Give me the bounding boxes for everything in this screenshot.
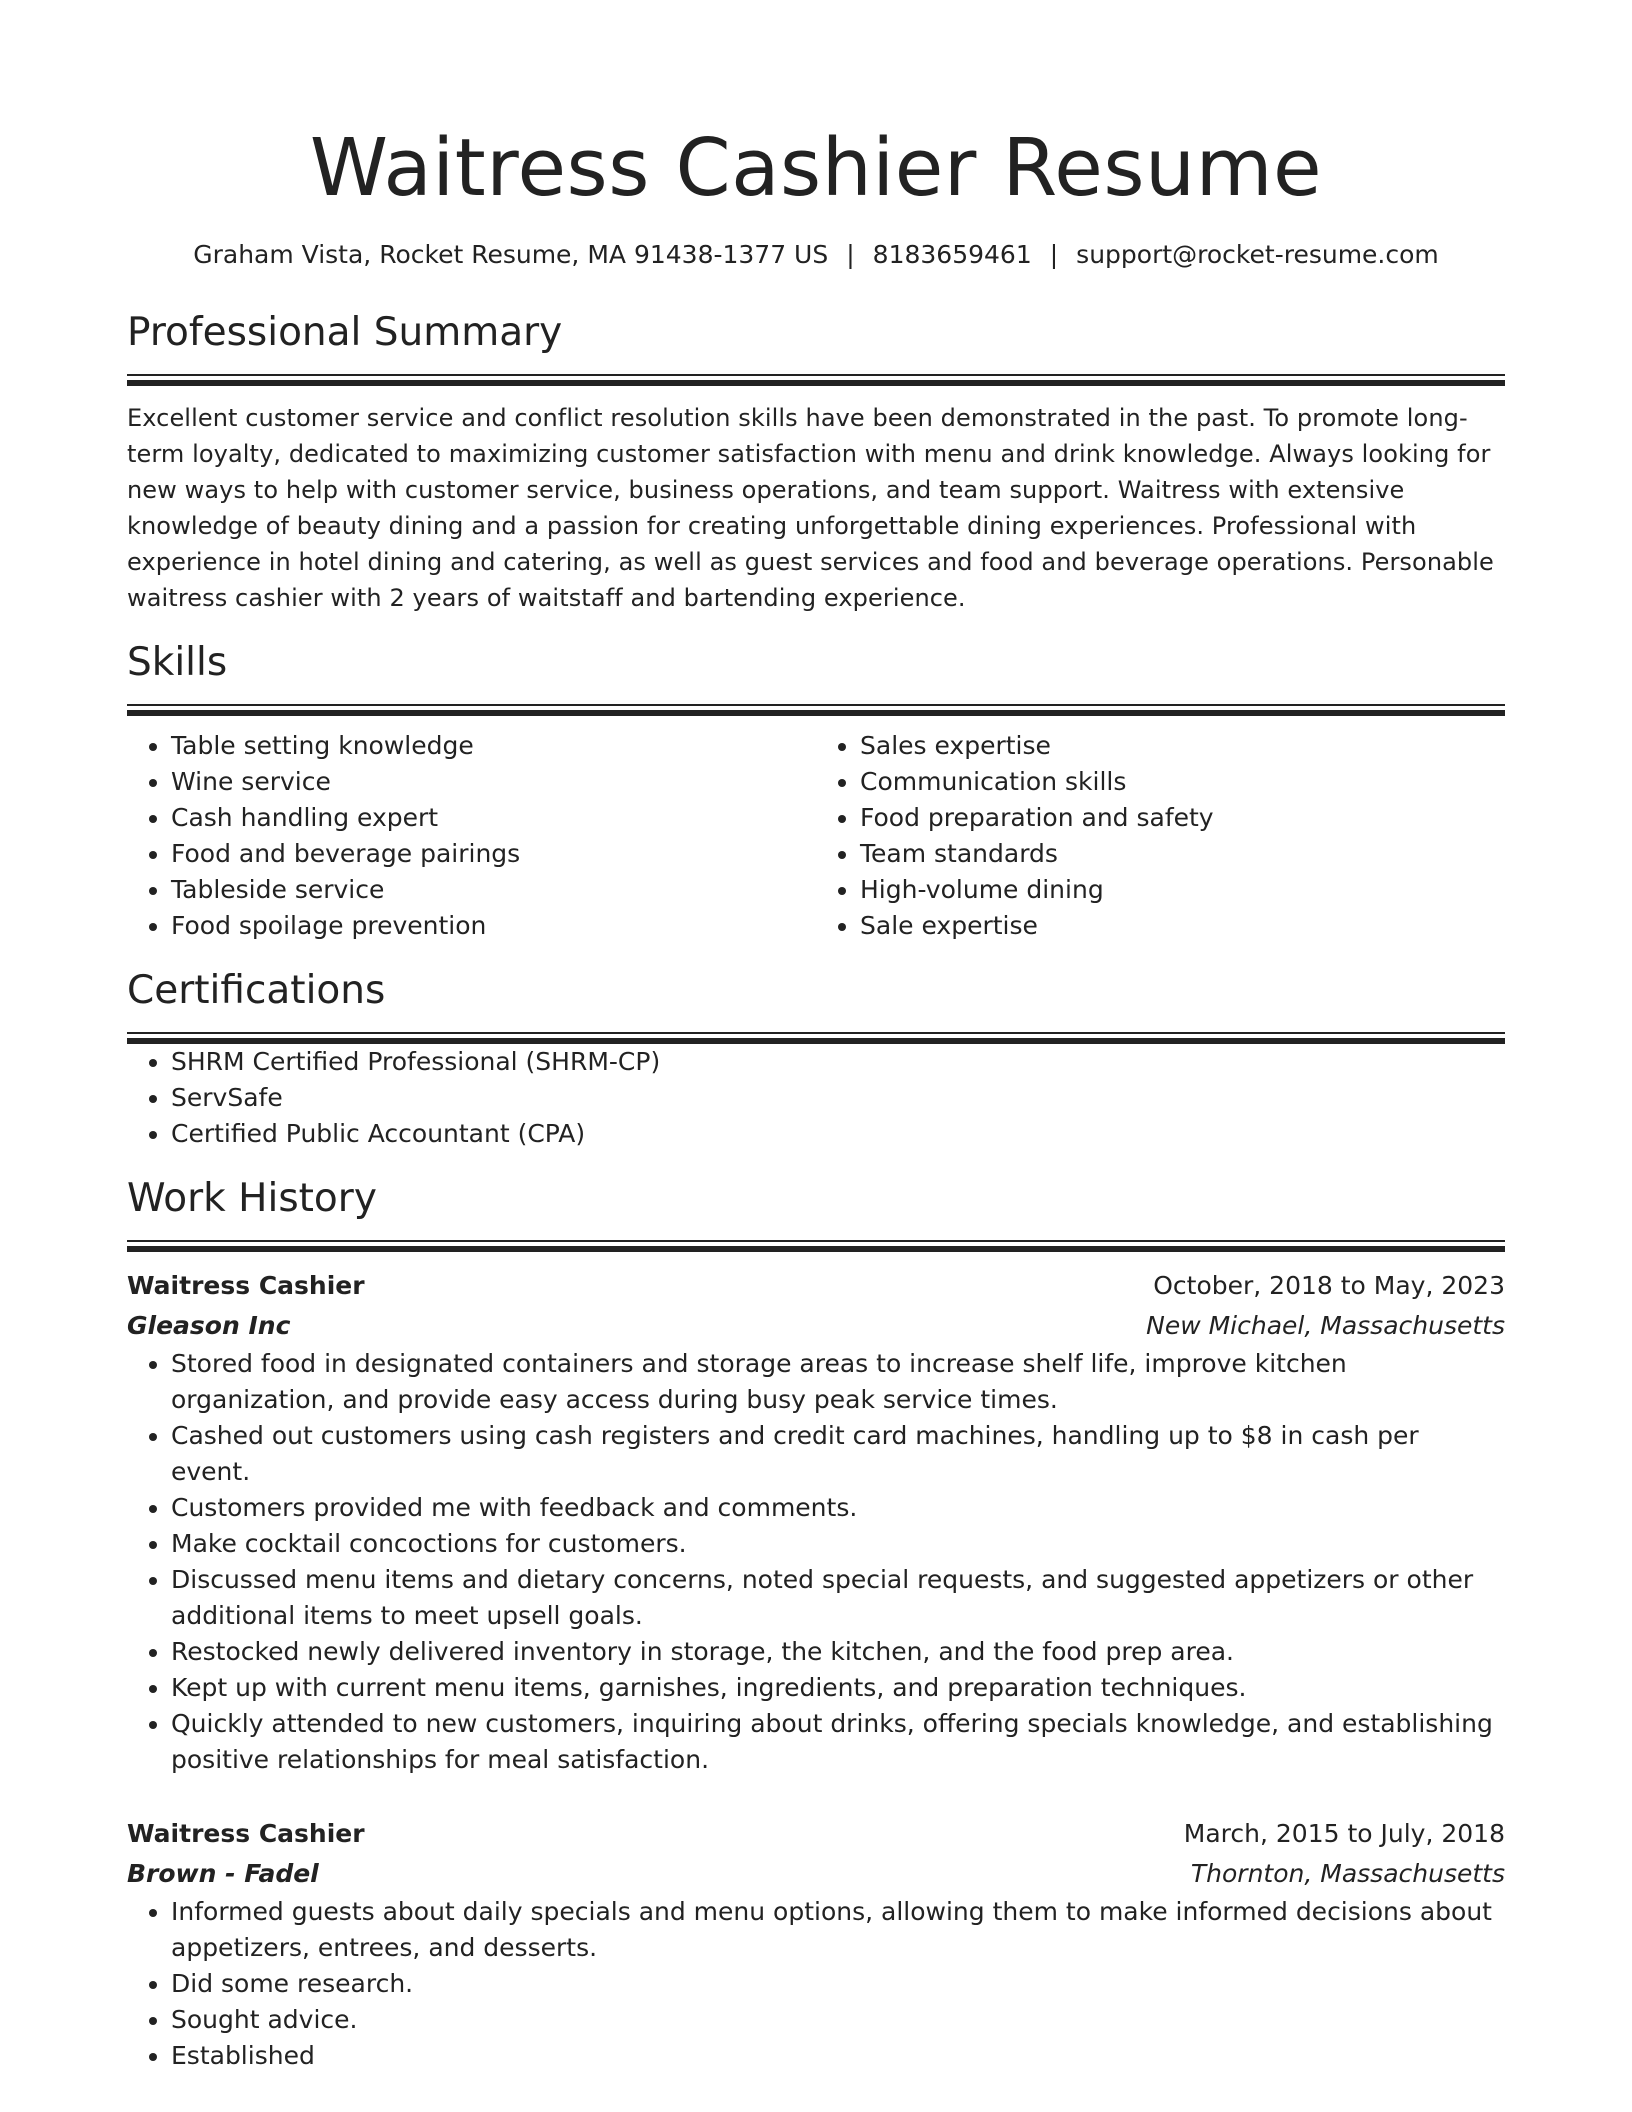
- list-item: • Discussed menu items and dietary concerns, noted special requests, and suggested appetizers or other additional items to meet upsell goals.: [171, 1562, 1505, 1634]
- list-item: • Communication skills: [860, 764, 1505, 800]
- job-subheader-row: [127, 1306, 1505, 1346]
- resume-title: Waitress Cashier Resume: [309, 122, 1323, 214]
- list-item: • Cashed out customers using cash registers and credit card machines, handling up to $8 in cash per event.: [171, 1418, 1505, 1490]
- list-item: • Quickly attended to new customers, inquiring about drinks, offering specials knowledge, and establishing positive relationships for meal satisfaction.: [171, 1706, 1505, 1778]
- section-heading-work-history: Work History: [127, 1176, 377, 1221]
- list-item: • Food spoilage prevention: [171, 908, 816, 944]
- skills-column-right: [816, 728, 1505, 944]
- list-item: • Customers provided me with feedback and comments.: [171, 1490, 1505, 1526]
- job-subheader-row: [127, 1854, 1505, 1894]
- list-item: • Food and beverage pairings: [171, 836, 816, 872]
- skills-grid: [127, 728, 1505, 944]
- job-company: Gleason Inc: [127, 1311, 291, 1340]
- list-item: • Kept up with current menu items, garnishes, ingredients, and preparation techniques.: [171, 1670, 1505, 1706]
- list-item: • Sought advice.: [171, 2002, 1505, 2038]
- list-item: • Did some research.: [171, 1966, 1505, 2002]
- list-item: • Established: [171, 2038, 1505, 2074]
- list-item: • Cash handling expert: [171, 800, 816, 836]
- job-title: Waitress Cashier: [127, 1271, 365, 1300]
- list-item: • Team standards: [860, 836, 1505, 872]
- list-item: • Restocked newly delivered inventory in storage, the kitchen, and the food prep area.: [171, 1634, 1505, 1670]
- section-divider: [127, 1032, 1505, 1044]
- section-divider: [127, 704, 1505, 716]
- list-item: • Informed guests about daily specials and menu options, allowing them to make informed decisions about appetizers, entrees, and desserts.: [171, 1894, 1505, 1966]
- list-item: • Food preparation and safety: [860, 800, 1505, 836]
- list-item: • Wine service: [171, 764, 816, 800]
- certifications-section: [127, 966, 1505, 1152]
- list-item: • Stored food in designated containers and storage areas to increase shelf life, improve kitchen organization, and provide easy access during busy peak service times.: [171, 1346, 1505, 1418]
- job-header-row: [127, 1266, 1505, 1306]
- list-item: • Sales expertise: [860, 728, 1505, 764]
- certifications-list: [127, 1044, 1505, 1152]
- section-heading-summary: Professional Summary: [127, 310, 563, 355]
- job-entry: [127, 1814, 1505, 2074]
- job-dates: October, 2018 to May, 2023: [1153, 1271, 1505, 1300]
- skills-column-left: [127, 728, 816, 944]
- list-item: • Table setting knowledge: [171, 728, 816, 764]
- skills-list-left: [127, 728, 816, 944]
- skills-section: [127, 638, 1505, 944]
- summary-section: [127, 308, 1505, 616]
- list-item: • High-volume dining: [860, 872, 1505, 908]
- job-duties-list: [127, 1346, 1505, 1778]
- list-item: • Certified Public Accountant (CPA): [171, 1116, 1505, 1152]
- contact-address: Graham Vista, Rocket Resume, MA 91438-1377 US: [193, 240, 829, 269]
- list-item: • SHRM Certified Professional (SHRM-CP): [171, 1044, 1505, 1080]
- section-heading-certifications: Certifications: [127, 968, 386, 1013]
- list-item: • Tableside service: [171, 872, 816, 908]
- skills-list-right: [816, 728, 1505, 944]
- list-item: • ServSafe: [171, 1080, 1505, 1116]
- list-item: • Make cocktail concoctions for customers.: [171, 1526, 1505, 1562]
- job-location: New Michael, Massachusetts: [1146, 1311, 1505, 1340]
- job-duties-list: [127, 1894, 1505, 2074]
- list-item: • Sale expertise: [860, 908, 1505, 944]
- contact-separator: |: [1049, 240, 1059, 269]
- job-company: Brown - Fadel: [127, 1859, 319, 1888]
- job-title: Waitress Cashier: [127, 1819, 365, 1848]
- contact-separator: |: [846, 240, 855, 269]
- job-location: Thornton, Massachusetts: [1190, 1859, 1505, 1888]
- work-history-section: [127, 1174, 1505, 2074]
- section-divider: [127, 374, 1505, 386]
- section-heading-skills: Skills: [127, 640, 228, 685]
- contact-email: support@rocket-resume.com: [1076, 240, 1439, 269]
- contact-phone: 8183659461: [872, 240, 1032, 269]
- job-entry: [127, 1266, 1505, 1778]
- section-divider: [127, 1240, 1505, 1252]
- contact-line: [127, 238, 1505, 272]
- summary-paragraph: Excellent customer service and conflict resolution skills have been demonstrated in the past. To promote long-term loyalty, dedicated to maximizing customer satisfaction with menu and drink knowledge. Always looking for new ways to help with customer service, business operations, and team support. Waitress with extensive knowledge of beauty dining and a passion for creating unforgettable dining experiences. Professional with experience in hotel dining and catering, as well as guest services and food and beverage operations. Personable waitress cashier with 2 years of waitstaff and bartending experience.: [127, 404, 1494, 612]
- job-dates: March, 2015 to July, 2018: [1183, 1819, 1505, 1848]
- job-header-row: [127, 1814, 1505, 1854]
